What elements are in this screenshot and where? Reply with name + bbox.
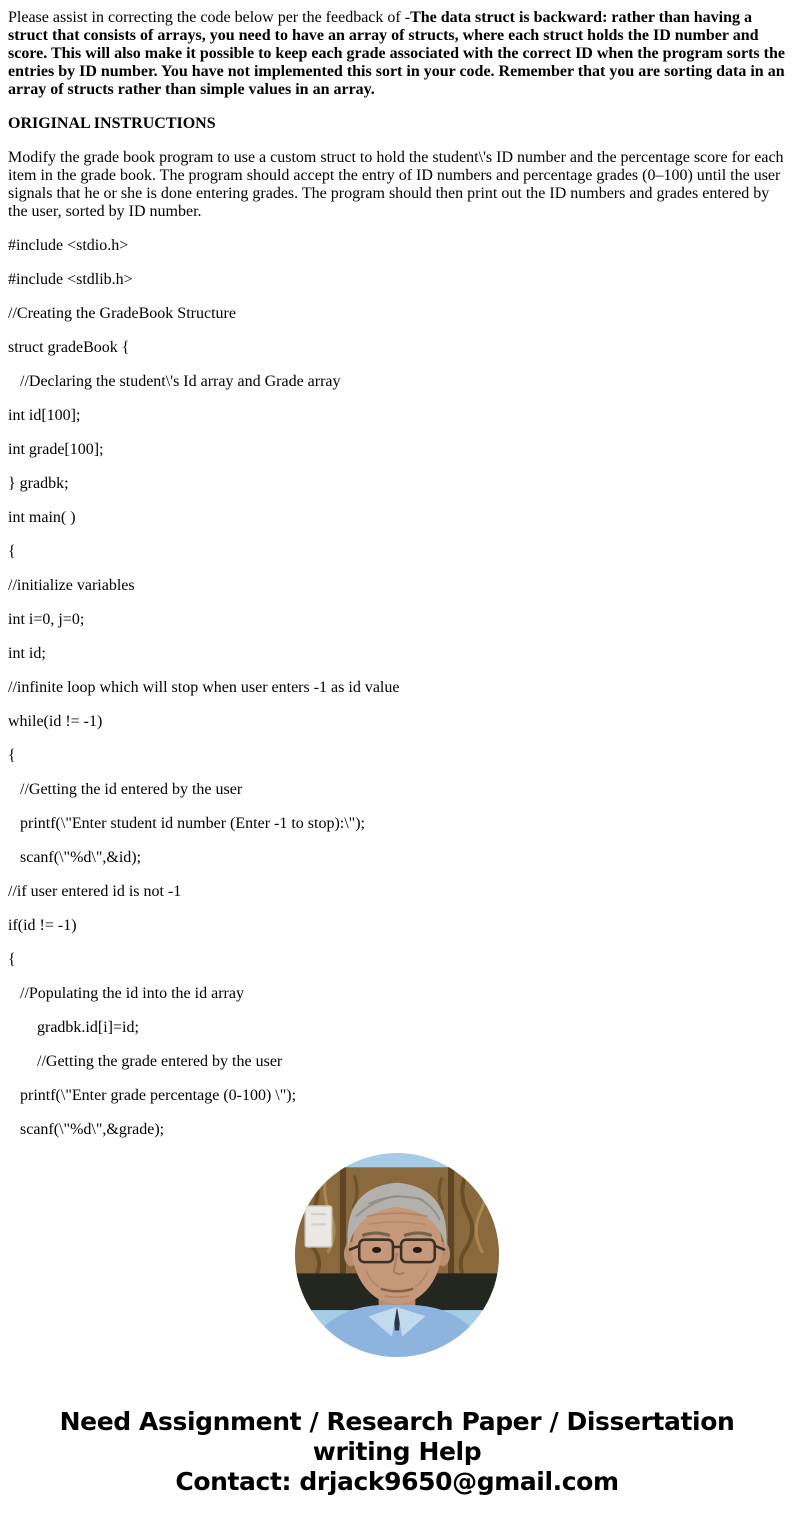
- code-line: //Creating the GradeBook Structure: [8, 305, 236, 322]
- code-line: int id;: [8, 645, 46, 662]
- code-line: printf(\"Enter grade percentage (0-100) \");: [20, 1087, 297, 1104]
- code-line: int id[100];: [8, 407, 81, 424]
- code-line: //if user entered id is not -1: [8, 883, 182, 900]
- code-line: //Declaring the student\'s Id array and Grade array: [20, 373, 341, 390]
- feedback-paragraph: [8, 9, 786, 99]
- feedback-bold-text: The data struct is backward: rather than having a struct that consists of arrays, you need to have an array of structs, where each struct holds the ID number and score. This will also make it possible to keep each grade associated with the correct ID when the program sorts the entries by ID number. You have not implemented this sort in your code. Remember that you are sorting data in an array of structs rather than simple values in an array.: [8, 9, 785, 98]
- code-line: {: [8, 951, 16, 968]
- footer: [0, 1407, 794, 1497]
- code-line: //Getting the id entered by the user: [20, 781, 243, 798]
- code-line: //infinite loop which will stop when user enters -1 as id value: [8, 679, 400, 696]
- code-block: [8, 237, 786, 1139]
- code-line: //Populating the id into the id array: [20, 985, 244, 1002]
- code-line: //initialize variables: [8, 577, 135, 594]
- code-line: scanf(\"%d\",&grade);: [20, 1121, 165, 1138]
- code-line: scanf(\"%d\",&id);: [20, 849, 142, 866]
- footer-heading: Need Assignment / Research Paper / Dissertation writing Help: [59, 1407, 735, 1466]
- code-line: int main( ): [8, 509, 76, 526]
- footer-contact: Contact: drjack9650@gmail.com: [175, 1467, 619, 1496]
- code-line: if(id != -1): [8, 917, 77, 934]
- code-line: #include <stdlib.h>: [8, 271, 133, 288]
- code-line: } gradbk;: [8, 475, 69, 492]
- code-line: {: [8, 747, 16, 764]
- code-line: {: [8, 543, 16, 560]
- code-line: while(id != -1): [8, 713, 103, 730]
- code-line: int grade[100];: [8, 441, 104, 458]
- profile-photo: [295, 1153, 499, 1357]
- instructions-paragraph: Modify the grade book program to use a custom struct to hold the student\'s ID number and the percentage score for each item in the grade book. The program should accept the entry of ID numbers and percentage grades (0–100) until the user signals that he or she is done entering grades. The program should then print out the ID numbers and grades entered by the user, sorted by ID number.: [8, 149, 784, 220]
- section-heading: ORIGINAL INSTRUCTIONS: [8, 115, 216, 132]
- code-line: printf(\"Enter student id number (Enter -1 to stop):\");: [20, 815, 365, 832]
- avatar-wrap: [0, 1153, 794, 1357]
- code-line: struct gradeBook {: [8, 339, 130, 356]
- feedback-intro: Please assist in correcting the code below per the feedback of -: [8, 9, 411, 26]
- code-line: int i=0, j=0;: [8, 611, 85, 628]
- code-line: #include <stdio.h>: [8, 237, 129, 254]
- code-line: //Getting the grade entered by the user: [37, 1053, 283, 1070]
- code-line: gradbk.id[i]=id;: [37, 1019, 139, 1036]
